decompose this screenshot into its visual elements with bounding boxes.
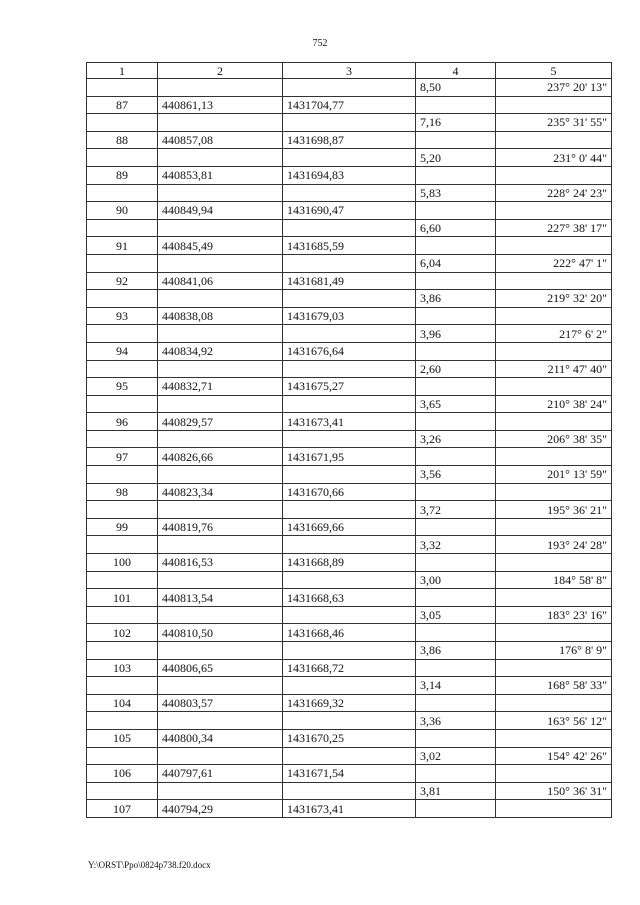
direction-angle-cell — [496, 448, 612, 466]
x-coordinate-cell — [158, 325, 283, 343]
table-row — [87, 272, 612, 290]
distance-cell — [416, 554, 496, 572]
x-coordinate-cell: 440838,08 — [158, 307, 283, 325]
file-path-footer: Y:\ORST\Ppo\0824p738.f20.docx — [88, 860, 211, 870]
table-row — [87, 589, 612, 607]
table-row — [87, 466, 612, 484]
distance-cell: 7,16 — [416, 114, 496, 132]
x-coordinate-cell — [158, 149, 283, 167]
distance-cell — [416, 272, 496, 290]
direction-angle-cell — [496, 624, 612, 642]
table-row — [87, 536, 612, 554]
x-coordinate-cell — [158, 782, 283, 800]
distance-cell: 3,86 — [416, 290, 496, 308]
x-coordinate-cell — [158, 360, 283, 378]
table-row — [87, 448, 612, 466]
distance-cell — [416, 729, 496, 747]
table-row — [87, 677, 612, 695]
table-row — [87, 342, 612, 360]
point-number-cell — [87, 430, 158, 448]
distance-cell: 3,02 — [416, 747, 496, 765]
point-number-cell — [87, 360, 158, 378]
table-row — [87, 694, 612, 712]
direction-angle-cell: 184° 58' 8" — [496, 571, 612, 589]
distance-cell — [416, 765, 496, 783]
distance-cell — [416, 96, 496, 114]
distance-cell — [416, 166, 496, 184]
point-number-cell — [87, 290, 158, 308]
x-coordinate-cell: 440797,61 — [158, 765, 283, 783]
direction-angle-cell — [496, 518, 612, 536]
point-number-cell: 102 — [87, 624, 158, 642]
distance-cell: 3,56 — [416, 466, 496, 484]
x-coordinate-cell — [158, 466, 283, 484]
x-coordinate-cell — [158, 677, 283, 695]
table-row — [87, 765, 612, 783]
direction-angle-cell: 237° 20' 13" — [496, 79, 612, 97]
direction-angle-cell — [496, 694, 612, 712]
point-number-cell: 92 — [87, 272, 158, 290]
distance-cell: 3,05 — [416, 606, 496, 624]
y-coordinate-cell: 1431681,49 — [283, 272, 416, 290]
y-coordinate-cell: 1431704,77 — [283, 96, 416, 114]
column-header: 3 — [283, 63, 416, 79]
table-row — [87, 166, 612, 184]
distance-cell: 3,26 — [416, 430, 496, 448]
direction-angle-cell — [496, 413, 612, 431]
x-coordinate-cell: 440813,54 — [158, 589, 283, 607]
x-coordinate-cell — [158, 642, 283, 660]
y-coordinate-cell — [283, 782, 416, 800]
point-number-cell — [87, 712, 158, 730]
point-number-cell: 93 — [87, 307, 158, 325]
y-coordinate-cell: 1431676,64 — [283, 342, 416, 360]
distance-cell — [416, 659, 496, 677]
direction-angle-cell — [496, 166, 612, 184]
direction-angle-cell — [496, 765, 612, 783]
table-row — [87, 395, 612, 413]
direction-angle-cell: 228° 24' 23" — [496, 184, 612, 202]
y-coordinate-cell — [283, 642, 416, 660]
y-coordinate-cell: 1431690,47 — [283, 202, 416, 220]
x-coordinate-cell — [158, 254, 283, 272]
table-row — [87, 325, 612, 343]
direction-angle-cell: 219° 32' 20" — [496, 290, 612, 308]
x-coordinate-cell: 440810,50 — [158, 624, 283, 642]
table-row — [87, 554, 612, 572]
y-coordinate-cell: 1431685,59 — [283, 237, 416, 255]
direction-angle-cell — [496, 272, 612, 290]
point-number-cell: 94 — [87, 342, 158, 360]
direction-angle-cell — [496, 554, 612, 572]
table-row — [87, 747, 612, 765]
distance-cell — [416, 483, 496, 501]
table-row — [87, 571, 612, 589]
point-number-cell — [87, 219, 158, 237]
direction-angle-cell — [496, 131, 612, 149]
x-coordinate-cell — [158, 536, 283, 554]
direction-angle-cell: 227° 38' 17" — [496, 219, 612, 237]
distance-cell: 6,60 — [416, 219, 496, 237]
column-header: 5 — [496, 63, 612, 79]
point-number-cell: 97 — [87, 448, 158, 466]
table-row — [87, 501, 612, 519]
distance-cell — [416, 448, 496, 466]
y-coordinate-cell: 1431669,32 — [283, 694, 416, 712]
point-number-cell — [87, 395, 158, 413]
x-coordinate-cell — [158, 184, 283, 202]
direction-angle-cell — [496, 237, 612, 255]
y-coordinate-cell — [283, 149, 416, 167]
y-coordinate-cell: 1431668,89 — [283, 554, 416, 572]
y-coordinate-cell — [283, 747, 416, 765]
x-coordinate-cell — [158, 571, 283, 589]
point-number-cell — [87, 325, 158, 343]
direction-angle-cell — [496, 378, 612, 396]
distance-cell: 3,00 — [416, 571, 496, 589]
x-coordinate-cell — [158, 712, 283, 730]
point-number-cell: 106 — [87, 765, 158, 783]
x-coordinate-cell: 440823,34 — [158, 483, 283, 501]
distance-cell — [416, 378, 496, 396]
column-header: 2 — [158, 63, 283, 79]
y-coordinate-cell: 1431670,25 — [283, 729, 416, 747]
point-number-cell: 107 — [87, 800, 158, 818]
distance-cell: 3,65 — [416, 395, 496, 413]
distance-cell — [416, 413, 496, 431]
table-header-row — [87, 63, 612, 79]
direction-angle-cell: 183° 23' 16" — [496, 606, 612, 624]
column-header: 4 — [416, 63, 496, 79]
distance-cell: 5,83 — [416, 184, 496, 202]
direction-angle-cell — [496, 202, 612, 220]
y-coordinate-cell — [283, 395, 416, 413]
distance-cell — [416, 202, 496, 220]
page-number: 752 — [312, 38, 328, 49]
x-coordinate-cell: 440819,76 — [158, 518, 283, 536]
y-coordinate-cell: 1431698,87 — [283, 131, 416, 149]
x-coordinate-cell — [158, 501, 283, 519]
point-number-cell: 101 — [87, 589, 158, 607]
point-number-cell — [87, 254, 158, 272]
point-number-cell: 87 — [87, 96, 158, 114]
y-coordinate-cell — [283, 536, 416, 554]
table-row — [87, 114, 612, 132]
distance-cell: 3,36 — [416, 712, 496, 730]
x-coordinate-cell — [158, 79, 283, 97]
distance-cell — [416, 131, 496, 149]
direction-angle-cell — [496, 800, 612, 818]
y-coordinate-cell: 1431668,72 — [283, 659, 416, 677]
x-coordinate-cell — [158, 606, 283, 624]
direction-angle-cell: 163° 56' 12" — [496, 712, 612, 730]
point-number-cell — [87, 184, 158, 202]
y-coordinate-cell: 1431694,83 — [283, 166, 416, 184]
point-number-cell: 90 — [87, 202, 158, 220]
table-row — [87, 659, 612, 677]
table-row — [87, 430, 612, 448]
point-number-cell — [87, 642, 158, 660]
direction-angle-cell: 195° 36' 21" — [496, 501, 612, 519]
y-coordinate-cell — [283, 290, 416, 308]
y-coordinate-cell: 1431675,27 — [283, 378, 416, 396]
y-coordinate-cell — [283, 677, 416, 695]
x-coordinate-cell: 440832,71 — [158, 378, 283, 396]
point-number-cell — [87, 747, 158, 765]
y-coordinate-cell: 1431673,41 — [283, 413, 416, 431]
distance-cell — [416, 518, 496, 536]
point-number-cell: 91 — [87, 237, 158, 255]
x-coordinate-cell: 440826,66 — [158, 448, 283, 466]
x-coordinate-cell — [158, 747, 283, 765]
y-coordinate-cell — [283, 219, 416, 237]
table-row — [87, 79, 612, 97]
table-row — [87, 254, 612, 272]
distance-cell: 5,20 — [416, 149, 496, 167]
point-number-cell: 105 — [87, 729, 158, 747]
table-row — [87, 378, 612, 396]
direction-angle-cell: 231° 0' 44" — [496, 149, 612, 167]
x-coordinate-cell: 440803,57 — [158, 694, 283, 712]
y-coordinate-cell — [283, 430, 416, 448]
point-number-cell — [87, 677, 158, 695]
table-row — [87, 219, 612, 237]
point-number-cell — [87, 782, 158, 800]
distance-cell: 3,96 — [416, 325, 496, 343]
x-coordinate-cell — [158, 290, 283, 308]
direction-angle-cell — [496, 307, 612, 325]
point-number-cell: 98 — [87, 483, 158, 501]
y-coordinate-cell — [283, 571, 416, 589]
y-coordinate-cell: 1431679,03 — [283, 307, 416, 325]
table-row — [87, 800, 612, 818]
point-number-cell — [87, 466, 158, 484]
y-coordinate-cell: 1431671,95 — [283, 448, 416, 466]
x-coordinate-cell: 440853,81 — [158, 166, 283, 184]
x-coordinate-cell: 440834,92 — [158, 342, 283, 360]
x-coordinate-cell — [158, 395, 283, 413]
direction-angle-cell — [496, 659, 612, 677]
direction-angle-cell: 211° 47' 40" — [496, 360, 612, 378]
direction-angle-cell: 168° 58' 33" — [496, 677, 612, 695]
distance-cell: 3,32 — [416, 536, 496, 554]
direction-angle-cell: 210° 38' 24" — [496, 395, 612, 413]
x-coordinate-cell: 440794,29 — [158, 800, 283, 818]
y-coordinate-cell — [283, 712, 416, 730]
direction-angle-cell: 154° 42' 26" — [496, 747, 612, 765]
direction-angle-cell — [496, 729, 612, 747]
point-number-cell: 95 — [87, 378, 158, 396]
distance-cell — [416, 800, 496, 818]
x-coordinate-cell: 440845,49 — [158, 237, 283, 255]
x-coordinate-cell — [158, 219, 283, 237]
distance-cell: 2,60 — [416, 360, 496, 378]
distance-cell — [416, 589, 496, 607]
table-row — [87, 712, 612, 730]
point-number-cell: 88 — [87, 131, 158, 149]
y-coordinate-cell — [283, 254, 416, 272]
y-coordinate-cell: 1431670,66 — [283, 483, 416, 501]
x-coordinate-cell — [158, 430, 283, 448]
direction-angle-cell: 235° 31' 55" — [496, 114, 612, 132]
coordinates-table — [86, 62, 612, 818]
table-row — [87, 729, 612, 747]
point-number-cell: 100 — [87, 554, 158, 572]
direction-angle-cell: 150° 36' 31" — [496, 782, 612, 800]
y-coordinate-cell — [283, 114, 416, 132]
point-number-cell — [87, 114, 158, 132]
table-row — [87, 518, 612, 536]
y-coordinate-cell: 1431673,41 — [283, 800, 416, 818]
table-row — [87, 290, 612, 308]
table-row — [87, 360, 612, 378]
point-number-cell: 96 — [87, 413, 158, 431]
distance-cell — [416, 694, 496, 712]
direction-angle-cell — [496, 483, 612, 501]
table-row — [87, 202, 612, 220]
distance-cell: 6,04 — [416, 254, 496, 272]
table-row — [87, 307, 612, 325]
distance-cell — [416, 624, 496, 642]
point-number-cell: 104 — [87, 694, 158, 712]
x-coordinate-cell: 440857,08 — [158, 131, 283, 149]
table-row — [87, 96, 612, 114]
point-number-cell: 103 — [87, 659, 158, 677]
x-coordinate-cell — [158, 114, 283, 132]
table-row — [87, 184, 612, 202]
point-number-cell — [87, 149, 158, 167]
direction-angle-cell: 193° 24' 28" — [496, 536, 612, 554]
direction-angle-cell: 217° 6' 2" — [496, 325, 612, 343]
table-row — [87, 413, 612, 431]
distance-cell: 3,86 — [416, 642, 496, 660]
distance-cell: 3,14 — [416, 677, 496, 695]
column-header: 1 — [87, 63, 158, 79]
point-number-cell — [87, 571, 158, 589]
distance-cell: 3,81 — [416, 782, 496, 800]
y-coordinate-cell: 1431669,66 — [283, 518, 416, 536]
point-number-cell — [87, 501, 158, 519]
direction-angle-cell: 206° 38' 35" — [496, 430, 612, 448]
x-coordinate-cell: 440829,57 — [158, 413, 283, 431]
x-coordinate-cell: 440816,53 — [158, 554, 283, 572]
x-coordinate-cell: 440849,94 — [158, 202, 283, 220]
x-coordinate-cell: 440841,06 — [158, 272, 283, 290]
x-coordinate-cell: 440800,34 — [158, 729, 283, 747]
direction-angle-cell: 201° 13' 59" — [496, 466, 612, 484]
direction-angle-cell — [496, 96, 612, 114]
point-number-cell — [87, 606, 158, 624]
point-number-cell — [87, 536, 158, 554]
y-coordinate-cell: 1431668,46 — [283, 624, 416, 642]
table-row — [87, 624, 612, 642]
distance-cell: 3,72 — [416, 501, 496, 519]
y-coordinate-cell — [283, 606, 416, 624]
table-row — [87, 483, 612, 501]
point-number-cell: 99 — [87, 518, 158, 536]
table-body — [87, 79, 612, 818]
distance-cell: 8,50 — [416, 79, 496, 97]
direction-angle-cell — [496, 589, 612, 607]
table-row — [87, 149, 612, 167]
distance-cell — [416, 307, 496, 325]
point-number-cell — [87, 79, 158, 97]
y-coordinate-cell — [283, 79, 416, 97]
distance-cell — [416, 342, 496, 360]
x-coordinate-cell: 440806,65 — [158, 659, 283, 677]
y-coordinate-cell — [283, 360, 416, 378]
x-coordinate-cell: 440861,13 — [158, 96, 283, 114]
table-row — [87, 237, 612, 255]
table-row — [87, 642, 612, 660]
point-number-cell: 89 — [87, 166, 158, 184]
table-row — [87, 782, 612, 800]
direction-angle-cell — [496, 342, 612, 360]
y-coordinate-cell — [283, 325, 416, 343]
direction-angle-cell: 222° 47' 1" — [496, 254, 612, 272]
y-coordinate-cell: 1431671,54 — [283, 765, 416, 783]
table-row — [87, 606, 612, 624]
y-coordinate-cell — [283, 501, 416, 519]
distance-cell — [416, 237, 496, 255]
y-coordinate-cell — [283, 466, 416, 484]
direction-angle-cell: 176° 8' 9" — [496, 642, 612, 660]
y-coordinate-cell — [283, 184, 416, 202]
y-coordinate-cell: 1431668,63 — [283, 589, 416, 607]
table-row — [87, 131, 612, 149]
